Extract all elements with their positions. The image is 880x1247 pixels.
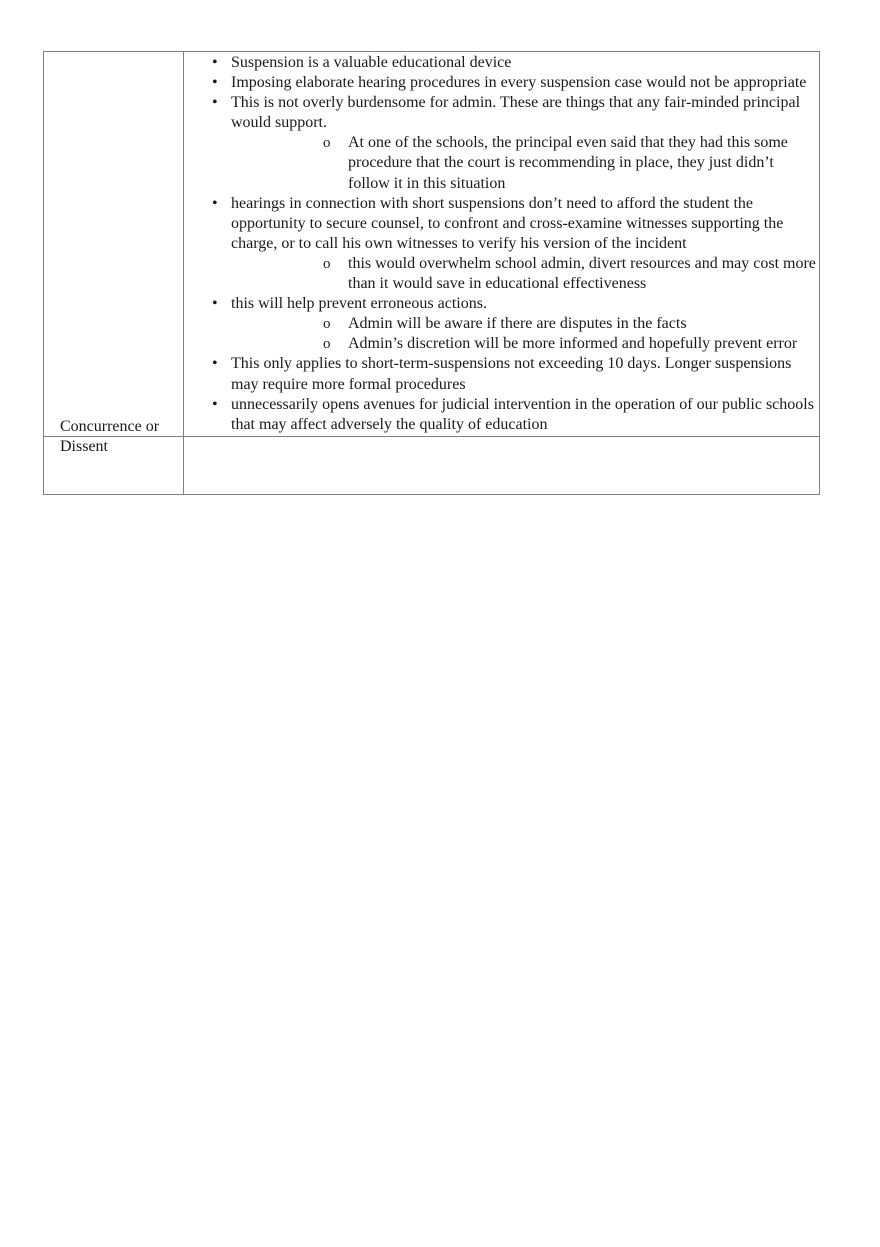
list-item (186, 395, 816, 435)
list-item (186, 73, 816, 93)
sub-bullet-list (231, 254, 816, 294)
sub-bullet-list (231, 133, 816, 193)
sub-list-item (231, 334, 816, 354)
bullet-text: hearings in connection with short suspensions don’t need to afford the student the opportunity to secure counsel, to confront and cross-examine witnesses supporting the charge, or to call his own witnesses to verify his version of the incident (231, 194, 784, 252)
sub-bullet-text: Admin’s discretion will be more informed and hopefully prevent error (348, 335, 798, 353)
list-item (186, 194, 816, 294)
bullet-text: this will help prevent erroneous actions. (231, 295, 487, 313)
list-item (186, 294, 816, 354)
bullet-text: Imposing elaborate hearing procedures in every suspension case would not be appropriate (231, 74, 807, 92)
list-item (186, 93, 816, 193)
bullet-list (186, 53, 816, 435)
bullet-text: This only applies to short-term-suspensions not exceeding 10 days. Longer suspensions may require more formal procedures (231, 355, 792, 393)
sub-list-item (231, 314, 816, 334)
sub-list-item (231, 133, 816, 193)
sub-list-item (231, 254, 816, 294)
row-label-line-2: Dissent (60, 438, 108, 455)
table-column-divider (183, 51, 184, 495)
bullet-content (186, 53, 816, 435)
list-item (186, 354, 816, 394)
sub-bullet-text: this would overwhelm school admin, divert resources and may cost more than it would save in educational effectiveness (348, 254, 816, 293)
list-item (186, 53, 816, 73)
sub-bullet-list (231, 314, 816, 354)
sub-bullet-text: Admin will be aware if there are disputes in the facts (348, 315, 687, 333)
bullet-text: unnecessarily opens avenues for judicial intervention in the operation of our public schools that may affect adversely the quality of education (231, 395, 814, 433)
sub-bullet-text: At one of the schools, the principal even said that they had this some procedure that the court is recommending in place, they just didn’t follow it in this situation (348, 134, 788, 192)
row-label-line-1: Concurrence or (60, 418, 160, 435)
bullet-text: Suspension is a valuable educational device (231, 54, 512, 71)
bullet-text: This is not overly burdensome for admin. These are things that any fair-minded principal would support. (231, 94, 801, 132)
table-row-divider (43, 436, 820, 437)
